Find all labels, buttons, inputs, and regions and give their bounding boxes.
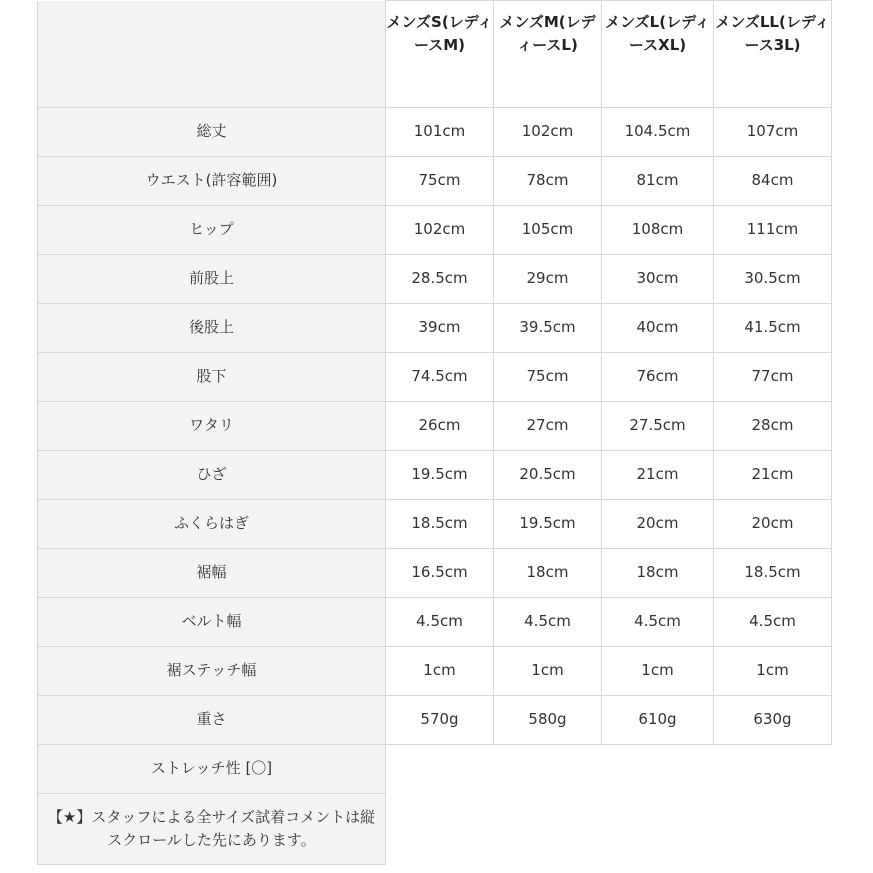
row-value: 4.5cm <box>494 598 602 647</box>
row-label: 前股上 <box>38 255 386 304</box>
row-value: 27.5cm <box>602 402 714 451</box>
header-size-ll: メンズLL(レディース3L) <box>714 1 832 108</box>
row-value: 77cm <box>714 353 832 402</box>
row-label: 総丈 <box>38 108 386 157</box>
row-value: 1cm <box>602 647 714 696</box>
table-row <box>38 647 832 696</box>
row-value: 75cm <box>494 353 602 402</box>
row-value: 4.5cm <box>714 598 832 647</box>
row-value: 81cm <box>602 157 714 206</box>
row-value: 610g <box>602 696 714 745</box>
row-label: 股下 <box>38 353 386 402</box>
row-value: 1cm <box>494 647 602 696</box>
row-value: 76cm <box>602 353 714 402</box>
row-value: 39.5cm <box>494 304 602 353</box>
table-row <box>38 157 832 206</box>
header-size-l: メンズL(レディースXL) <box>602 1 714 108</box>
table-row <box>38 696 832 745</box>
row-label: 裾ステッチ幅 <box>38 647 386 696</box>
row-value: 40cm <box>602 304 714 353</box>
row-label: 裾幅 <box>38 549 386 598</box>
row-value: 4.5cm <box>386 598 494 647</box>
table-row <box>38 402 832 451</box>
row-label: ワタリ <box>38 402 386 451</box>
row-value: 16.5cm <box>386 549 494 598</box>
row-label: ベルト幅 <box>38 598 386 647</box>
row-value: 1cm <box>714 647 832 696</box>
row-value: 20cm <box>714 500 832 549</box>
row-value: 111cm <box>714 206 832 255</box>
row-value: 18.5cm <box>714 549 832 598</box>
header-size-s: メンズS(レディースM) <box>386 1 494 108</box>
row-value: 28cm <box>714 402 832 451</box>
row-value: 19.5cm <box>494 500 602 549</box>
row-value: 1cm <box>386 647 494 696</box>
row-value: 39cm <box>386 304 494 353</box>
row-value: 84cm <box>714 157 832 206</box>
row-value: 30cm <box>602 255 714 304</box>
row-label: ひざ <box>38 451 386 500</box>
row-value: 27cm <box>494 402 602 451</box>
row-value: 29cm <box>494 255 602 304</box>
row-value: 26cm <box>386 402 494 451</box>
row-value: 18cm <box>602 549 714 598</box>
header-row <box>38 1 832 108</box>
staff-comment-note: 【★】スタッフによる全サイズ試着コメントは縦スクロールした先にあります。 <box>38 794 386 865</box>
row-value: 102cm <box>494 108 602 157</box>
row-value: 20.5cm <box>494 451 602 500</box>
row-value: 74.5cm <box>386 353 494 402</box>
size-table <box>37 0 832 865</box>
row-value: 28.5cm <box>386 255 494 304</box>
row-value: 107cm <box>714 108 832 157</box>
stretch-row <box>38 745 832 794</box>
note-row <box>38 794 832 865</box>
row-value: 570g <box>386 696 494 745</box>
table-row <box>38 451 832 500</box>
table-row <box>38 549 832 598</box>
row-value: 102cm <box>386 206 494 255</box>
empty-cell <box>386 794 832 865</box>
row-value: 104.5cm <box>602 108 714 157</box>
stretch-label: ストレッチ性 [〇] <box>38 745 386 794</box>
table-row <box>38 353 832 402</box>
row-value: 108cm <box>602 206 714 255</box>
row-label: 後股上 <box>38 304 386 353</box>
row-value: 101cm <box>386 108 494 157</box>
row-value: 78cm <box>494 157 602 206</box>
table-row <box>38 598 832 647</box>
table-row <box>38 304 832 353</box>
header-size-m: メンズM(レディースL) <box>494 1 602 108</box>
row-value: 41.5cm <box>714 304 832 353</box>
row-label: ウエスト(許容範囲) <box>38 157 386 206</box>
table-row <box>38 206 832 255</box>
row-value: 18.5cm <box>386 500 494 549</box>
header-corner-cell <box>38 1 386 108</box>
row-label: 重さ <box>38 696 386 745</box>
row-value: 580g <box>494 696 602 745</box>
row-value: 19.5cm <box>386 451 494 500</box>
table-row <box>38 108 832 157</box>
row-value: 30.5cm <box>714 255 832 304</box>
row-value: 21cm <box>602 451 714 500</box>
row-value: 20cm <box>602 500 714 549</box>
row-label: ヒップ <box>38 206 386 255</box>
row-value: 18cm <box>494 549 602 598</box>
row-value: 21cm <box>714 451 832 500</box>
row-label: ふくらはぎ <box>38 500 386 549</box>
row-value: 105cm <box>494 206 602 255</box>
table-row <box>38 500 832 549</box>
row-value: 630g <box>714 696 832 745</box>
row-value: 4.5cm <box>602 598 714 647</box>
empty-cell <box>386 745 832 794</box>
table-row <box>38 255 832 304</box>
row-value: 75cm <box>386 157 494 206</box>
